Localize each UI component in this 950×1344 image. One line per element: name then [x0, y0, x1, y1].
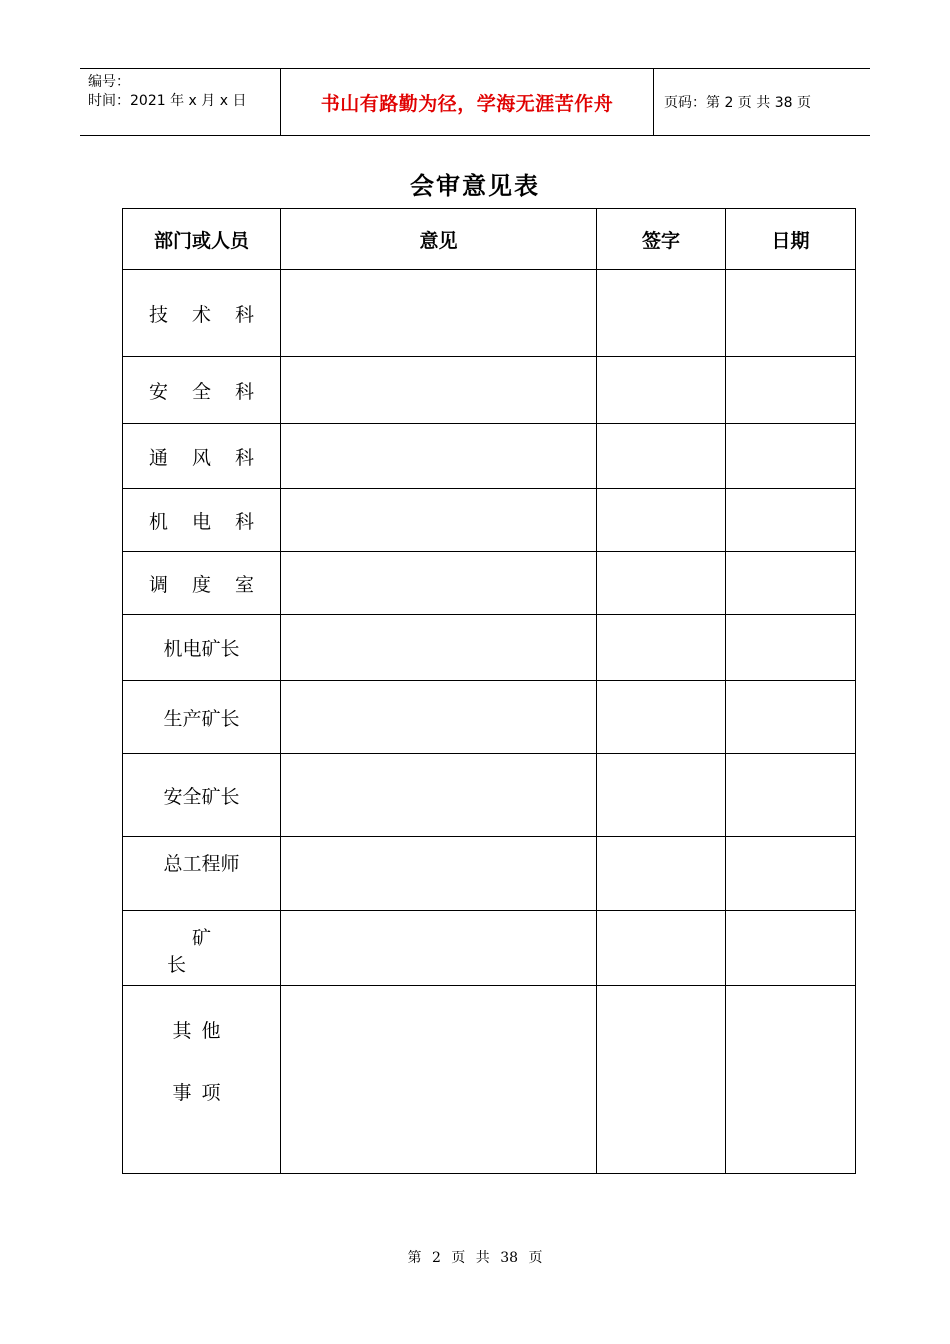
table-row — [123, 489, 856, 552]
dept-electromechanical: 机电科 — [148, 510, 278, 533]
date-cell[interactable] — [726, 424, 856, 489]
signature-cell[interactable] — [597, 911, 726, 986]
dept-em-mine-head: 机电矿长 — [123, 615, 281, 681]
dept-ventilation: 通风科 — [148, 446, 278, 469]
signature-cell[interactable] — [597, 424, 726, 489]
signature-cell[interactable] — [597, 754, 726, 837]
dept-dispatch: 调度室 — [148, 573, 278, 596]
opinion-cell[interactable] — [281, 615, 597, 681]
opinion-cell[interactable] — [281, 681, 597, 754]
dept-mine-head: 矿长 — [166, 927, 261, 976]
signature-cell[interactable] — [597, 270, 726, 357]
table-row — [123, 270, 856, 357]
signature-cell[interactable] — [597, 986, 726, 1174]
opinion-cell[interactable] — [281, 911, 597, 986]
table-row — [123, 424, 856, 489]
dept-production-mine-head: 生产矿长 — [123, 681, 281, 754]
opinion-cell[interactable] — [281, 837, 597, 911]
dept-safety-mine-head: 安全矿长 — [123, 754, 281, 837]
table-row — [123, 911, 856, 986]
date-cell[interactable] — [726, 270, 856, 357]
date-cell[interactable] — [726, 986, 856, 1174]
opinion-cell[interactable] — [281, 489, 597, 552]
table-row — [123, 552, 856, 615]
signature-cell[interactable] — [597, 681, 726, 754]
signature-cell[interactable] — [597, 615, 726, 681]
date-cell[interactable] — [726, 489, 856, 552]
table-row — [123, 357, 856, 424]
review-opinion-table — [122, 208, 856, 1174]
opinion-cell[interactable] — [281, 357, 597, 424]
table-row — [123, 837, 856, 911]
table-header-row — [123, 209, 856, 270]
date-cell[interactable] — [726, 911, 856, 986]
other-matters-line2: 事项 — [172, 1082, 231, 1104]
table-row — [123, 986, 856, 1174]
opinion-cell[interactable] — [281, 986, 597, 1174]
dept-safety: 安全科 — [148, 380, 278, 403]
header-meta — [80, 69, 281, 135]
date-cell[interactable] — [726, 615, 856, 681]
other-matters-line1: 其他 — [172, 1020, 231, 1042]
column-header-opinion: 意见 — [281, 209, 597, 270]
opinion-cell[interactable] — [281, 552, 597, 615]
date-cell[interactable] — [726, 552, 856, 615]
date-cell[interactable] — [726, 837, 856, 911]
column-header-signature: 签字 — [597, 209, 726, 270]
dept-chief-engineer: 总工程师 — [123, 837, 281, 911]
table-row — [123, 615, 856, 681]
header-motto: 书山有路勤为径，学海无涯苦作舟 — [281, 69, 654, 135]
opinion-cell[interactable] — [281, 754, 597, 837]
number-label: 编号： — [88, 74, 130, 90]
opinion-cell[interactable] — [281, 424, 597, 489]
signature-cell[interactable] — [597, 489, 726, 552]
time-label: 时间：2021 年 x 月 x 日 — [88, 93, 247, 109]
page-footer: 第 2 页 共 38 页 — [407, 1250, 543, 1266]
signature-cell[interactable] — [597, 837, 726, 911]
signature-cell[interactable] — [597, 357, 726, 424]
document-title: 会审意见表 — [410, 172, 540, 200]
header-page-info: 页码：第 2 页 共 38 页 — [664, 95, 811, 111]
signature-cell[interactable] — [597, 552, 726, 615]
date-cell[interactable] — [726, 357, 856, 424]
opinion-cell[interactable] — [281, 270, 597, 357]
date-cell[interactable] — [726, 754, 856, 837]
table-row — [123, 754, 856, 837]
other-matters-cell — [123, 986, 281, 1174]
date-cell[interactable] — [726, 681, 856, 754]
dept-technical: 技术科 — [148, 303, 278, 326]
table-row — [123, 681, 856, 754]
page-header — [80, 68, 870, 136]
column-header-date: 日期 — [726, 209, 856, 270]
column-header-dept: 部门或人员 — [123, 209, 281, 270]
